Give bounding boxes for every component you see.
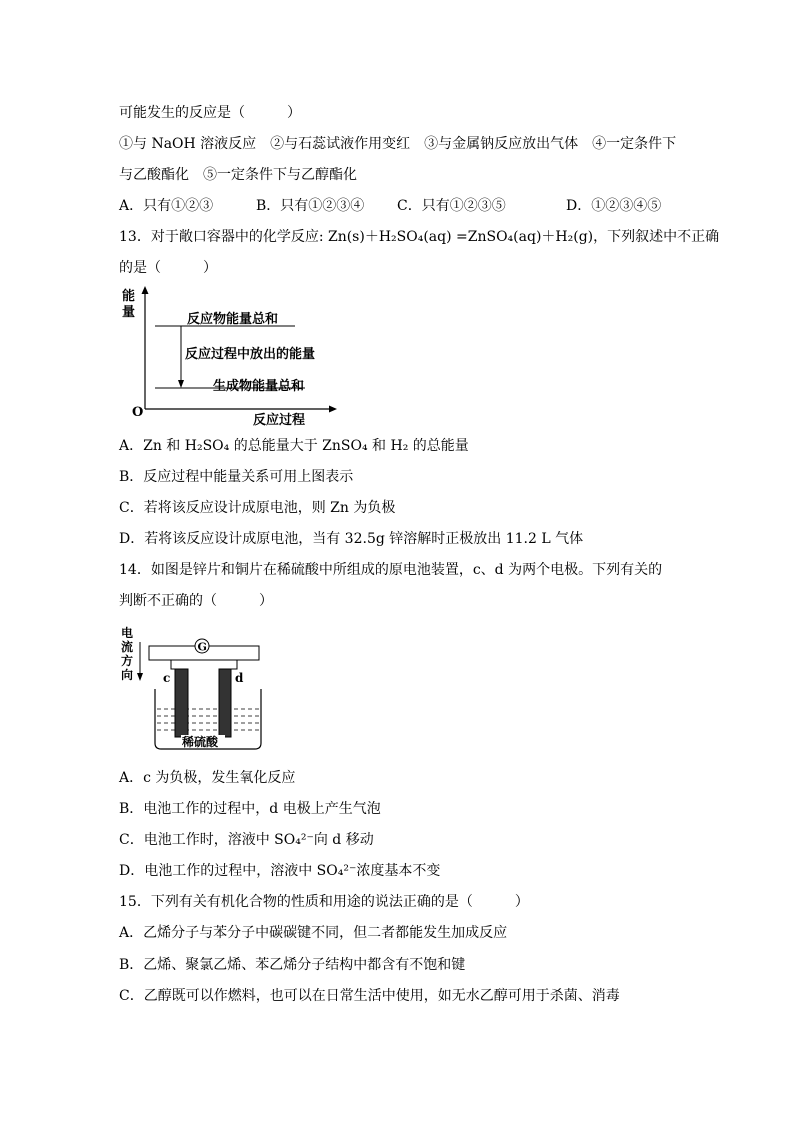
q12-option-c: C．只有①②③⑤: [397, 198, 506, 214]
q12-stem: 可能发生的反应是（ ）: [119, 105, 301, 121]
current-label-4: 向: [121, 668, 134, 682]
origin-label: O: [132, 405, 144, 420]
product-energy-label: 生成物能量总和: [213, 379, 305, 394]
q14-stem-line1: 14．如图是锌片和铜片在稀硫酸中所组成的原电池装置，c、d 为两个电极。下列有关的: [119, 562, 663, 578]
current-label-2: 流: [121, 640, 134, 654]
q15-option-a: A．乙烯分子与苯分子中碳碳键不同，但二者都能发生加成反应: [119, 925, 508, 941]
q14-option-a: A．c 为负极，发生氧化反应: [119, 770, 296, 786]
y-axis-label-2: 量: [122, 305, 136, 320]
reactant-energy-label: 反应物能量总和: [187, 312, 279, 327]
acid-label: 稀硫酸: [182, 735, 219, 749]
galvanometer-label: G: [197, 640, 207, 654]
q13-stem-line1: 13．对于敞口容器中的化学反应: Zn(s)＋H₂SO₄(aq) =ZnSO₄(aq)＋H₂(g)，下列叙述中不正确: [119, 229, 720, 245]
q14-option-c: C．电池工作时，溶液中 SO₄²⁻向 d 移动: [119, 832, 374, 848]
y-axis-label-1: 能: [122, 289, 136, 304]
q13-option-a: A．Zn 和 H₂SO₄ 的总能量大于 ZnSO₄ 和 H₂ 的总能量: [119, 438, 469, 454]
q15-option-c: C．乙醇既可以作燃料，也可以在日常生活中使用，如无水乙醇可用于杀菌、消毒: [119, 988, 620, 1004]
q13-option-b: B．反应过程中能量关系可用上图表示: [119, 469, 354, 485]
electrode-c-label: c: [163, 671, 171, 685]
electrode-d-label: d: [235, 671, 244, 685]
q12-option-b: B．只有①②③④: [256, 198, 365, 214]
q12-items-line1: ①与 NaOH 溶液反应 ②与石蕊试液作用变红 ③与金属钠反应放出气体 ④一定条件下: [119, 136, 677, 152]
current-label-1: 电: [121, 626, 134, 640]
q13-stem-line2: 的是（ ）: [119, 260, 217, 276]
q13-option-d: D．若将该反应设计成原电池，当有 32.5g 锌溶解时正极放出 11.2 L 气体: [119, 531, 584, 547]
q14-option-d: D．电池工作的过程中，溶液中 SO₄²⁻浓度基本不变: [119, 863, 441, 879]
q15-stem: 15．下列有关有机化合物的性质和用途的说法正确的是（ ）: [119, 894, 529, 910]
current-label-3: 方: [121, 654, 134, 668]
q12-option-d: D．①②③④⑤: [566, 198, 662, 214]
energy-diagram: [115, 284, 345, 433]
q14-stem-line2: 判断不正确的（ ）: [119, 593, 273, 609]
q14-option-b: B．电池工作的过程中，d 电极上产生气泡: [119, 801, 381, 817]
released-energy-label: 反应过程中放出的能量: [185, 347, 316, 362]
q12-option-a: A．只有①②③: [119, 198, 214, 214]
q13-option-c: C．若将该反应设计成原电池，则 Zn 为负极: [119, 500, 396, 516]
q15-option-b: B．乙烯、聚氯乙烯、苯乙烯分子结构中都含有不饱和键: [119, 957, 466, 973]
x-axis-label: 反应过程: [253, 413, 306, 428]
galvanic-cell-diagram: [119, 625, 269, 759]
q12-items-line2: 与乙酸酯化 ⑤一定条件下与乙醇酯化: [119, 167, 357, 183]
